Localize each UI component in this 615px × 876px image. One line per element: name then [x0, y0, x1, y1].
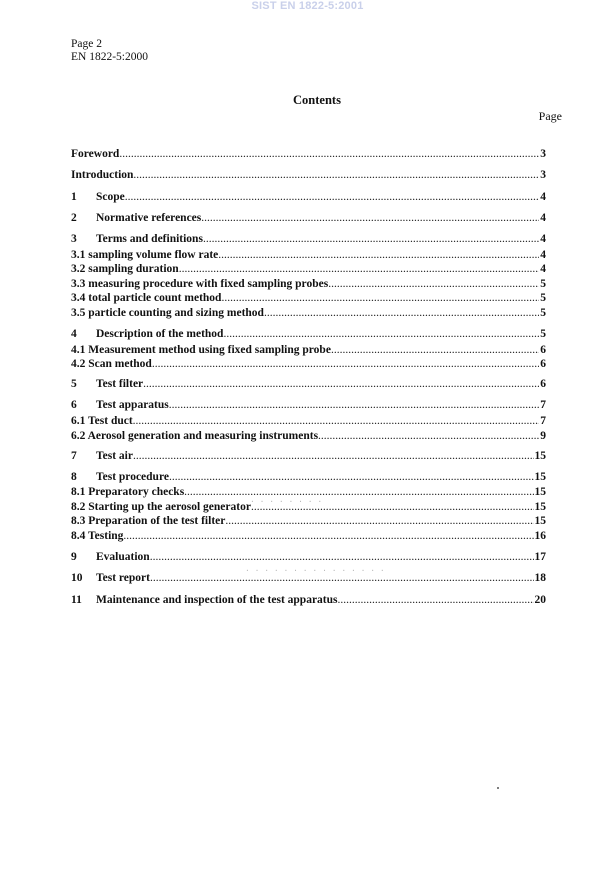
toc-entry-title: 8.1 Preparatory checks — [71, 486, 185, 498]
toc-entry-title: Introduction — [71, 169, 134, 181]
page-number: Page 2 — [71, 38, 102, 50]
toc-entry[interactable] — [71, 262, 546, 276]
toc-entry[interactable] — [71, 514, 546, 528]
toc-entry-number: 9 — [71, 551, 77, 563]
toc-entry-number: 10 — [71, 572, 83, 584]
toc-entry[interactable] — [71, 377, 546, 391]
toc-entry[interactable] — [71, 168, 546, 182]
toc-entry-title: 8.4 Testing — [71, 530, 124, 542]
toc-entry-page: 7 — [540, 415, 546, 427]
dot-leader — [143, 377, 539, 391]
toc-entry[interactable] — [71, 398, 546, 412]
toc-entry-page: 4 — [540, 233, 546, 245]
toc-entry[interactable] — [71, 449, 546, 463]
toc-entry-page: 5 — [540, 278, 546, 290]
toc-entry-page: 15 — [534, 486, 546, 498]
toc-entry-title: Maintenance and inspection of the test apparatus — [96, 594, 338, 606]
toc-entry-title: Test report — [96, 572, 150, 584]
toc-entry-number: 3 — [71, 233, 77, 245]
dot-leader — [133, 168, 539, 182]
toc-entry-title: Test apparatus — [96, 399, 169, 411]
dot-leader — [119, 147, 539, 161]
toc-entry-page: 6 — [540, 344, 546, 356]
dot-leader — [221, 291, 539, 305]
toc-entry-title: 4.1 Measurement method using fixed sampling probe — [71, 344, 331, 356]
toc-entry-number: 2 — [71, 212, 77, 224]
toc-entry-title: 8.2 Starting up the aerosol generator — [71, 501, 251, 513]
dot-leader — [133, 414, 540, 428]
toc-entry-title: Foreword — [71, 148, 120, 160]
toc-entry-page: 4 — [540, 191, 546, 203]
toc-entry[interactable] — [71, 232, 546, 246]
toc-entry-page: 15 — [534, 450, 546, 462]
toc-entry-number: 6 — [71, 399, 77, 411]
toc-entry-title: Terms and definitions — [96, 233, 203, 245]
dot-leader — [169, 470, 534, 484]
toc-entry-page: 9 — [540, 430, 546, 442]
standard-id: EN 1822-5:2000 — [71, 51, 148, 63]
toc-entry-page: 20 — [534, 594, 546, 606]
dot-leader — [184, 485, 533, 499]
dot-leader — [331, 343, 539, 357]
dot-leader — [169, 398, 540, 412]
toc-entry-page: 5 — [540, 328, 546, 340]
toc-entry-title: 3.3 measuring procedure with fixed sampling probes — [71, 278, 329, 290]
toc-entry-title: 8.3 Preparation of the test filter — [71, 515, 226, 527]
toc-entry-title: Test air — [96, 450, 133, 462]
toc-entry[interactable] — [71, 529, 546, 543]
toc-entry-title: Test filter — [96, 378, 144, 390]
dot-leader — [225, 514, 533, 528]
dot-leader — [123, 529, 533, 543]
toc-entry[interactable] — [71, 429, 546, 443]
toc-entry[interactable] — [71, 147, 546, 161]
toc-entry-title: 6.1 Test duct — [71, 415, 133, 427]
dot-leader — [125, 190, 540, 204]
dot-leader — [264, 306, 539, 320]
toc-entry[interactable] — [71, 593, 546, 607]
scan-speck — [497, 787, 499, 789]
toc-entry-page: 5 — [540, 307, 546, 319]
toc-entry-title: Scope — [96, 191, 125, 203]
toc-entry-page: 6 — [540, 378, 546, 390]
toc-entry[interactable] — [71, 470, 546, 484]
dot-leader — [318, 429, 539, 443]
toc-entry-number: 5 — [71, 378, 77, 390]
toc-entry-page: 18 — [534, 572, 546, 584]
dot-leader — [223, 327, 539, 341]
toc-entry-title: Evaluation — [96, 551, 150, 563]
toc-entry[interactable] — [71, 357, 546, 371]
toc-entry-title: 3.2 sampling duration — [71, 263, 179, 275]
toc-entry[interactable] — [71, 248, 546, 262]
table-of-contents — [71, 0, 546, 876]
toc-entry-page: 15 — [534, 471, 546, 483]
stamp-mark: · · · · · · · · · · · · · · · — [245, 566, 385, 575]
toc-entry[interactable] — [71, 414, 546, 428]
watermark: SIST EN 1822-5:2001 — [251, 0, 364, 12]
toc-entry-page: 7 — [540, 399, 546, 411]
toc-entry-page: 17 — [534, 551, 546, 563]
toc-entry-number: 11 — [71, 594, 82, 606]
dot-leader — [201, 211, 539, 225]
toc-entry-page: 5 — [540, 292, 546, 304]
toc-entry-page: 6 — [540, 358, 546, 370]
toc-entry[interactable] — [71, 291, 546, 305]
page-column-label: Page — [538, 109, 562, 123]
toc-entry-title: 3.4 total particle count method — [71, 292, 222, 304]
toc-entry-title: 3.1 sampling volume flow rate — [71, 249, 219, 261]
toc-entry[interactable] — [71, 306, 546, 320]
toc-entry-title: 4.2 Scan method — [71, 358, 152, 370]
toc-entry-page: 4 — [540, 249, 546, 261]
toc-entry-page: 4 — [540, 212, 546, 224]
dot-leader — [338, 593, 534, 607]
dot-leader — [203, 232, 539, 246]
toc-entry[interactable] — [71, 327, 546, 341]
toc-entry-number: 1 — [71, 191, 77, 203]
toc-entry[interactable] — [71, 343, 546, 357]
dot-leader — [179, 262, 540, 276]
toc-entry-page: 3 — [540, 148, 546, 160]
toc-entry-title: 3.5 particle counting and sizing method — [71, 307, 264, 319]
toc-entry-title: 6.2 Aerosol generation and measuring instruments — [71, 430, 319, 442]
toc-entry-page: 3 — [540, 169, 546, 181]
toc-entry-number: 8 — [71, 471, 77, 483]
contents-title: Contents — [293, 93, 341, 107]
dot-leader — [133, 449, 534, 463]
toc-entry[interactable] — [71, 190, 546, 204]
toc-entry-page: 4 — [540, 263, 546, 275]
toc-entry[interactable] — [71, 211, 546, 225]
dot-leader — [328, 277, 539, 291]
toc-entry[interactable] — [71, 277, 546, 291]
dot-leader — [152, 357, 539, 371]
dot-leader — [150, 550, 534, 564]
dot-leader — [218, 248, 539, 262]
toc-entry-title: Test procedure — [96, 471, 169, 483]
toc-entry-title: Description of the method — [96, 328, 224, 340]
toc-entry-title: Normative references — [96, 212, 202, 224]
toc-entry-number: 4 — [71, 328, 77, 340]
stamp-mark: · · · · · · · · — [250, 497, 323, 506]
toc-entry[interactable] — [71, 550, 546, 564]
toc-entry-number: 7 — [71, 450, 77, 462]
toc-entry-page: 15 — [534, 515, 546, 527]
toc-entry-page: 15 — [534, 501, 546, 513]
toc-entry-page: 16 — [534, 530, 546, 542]
